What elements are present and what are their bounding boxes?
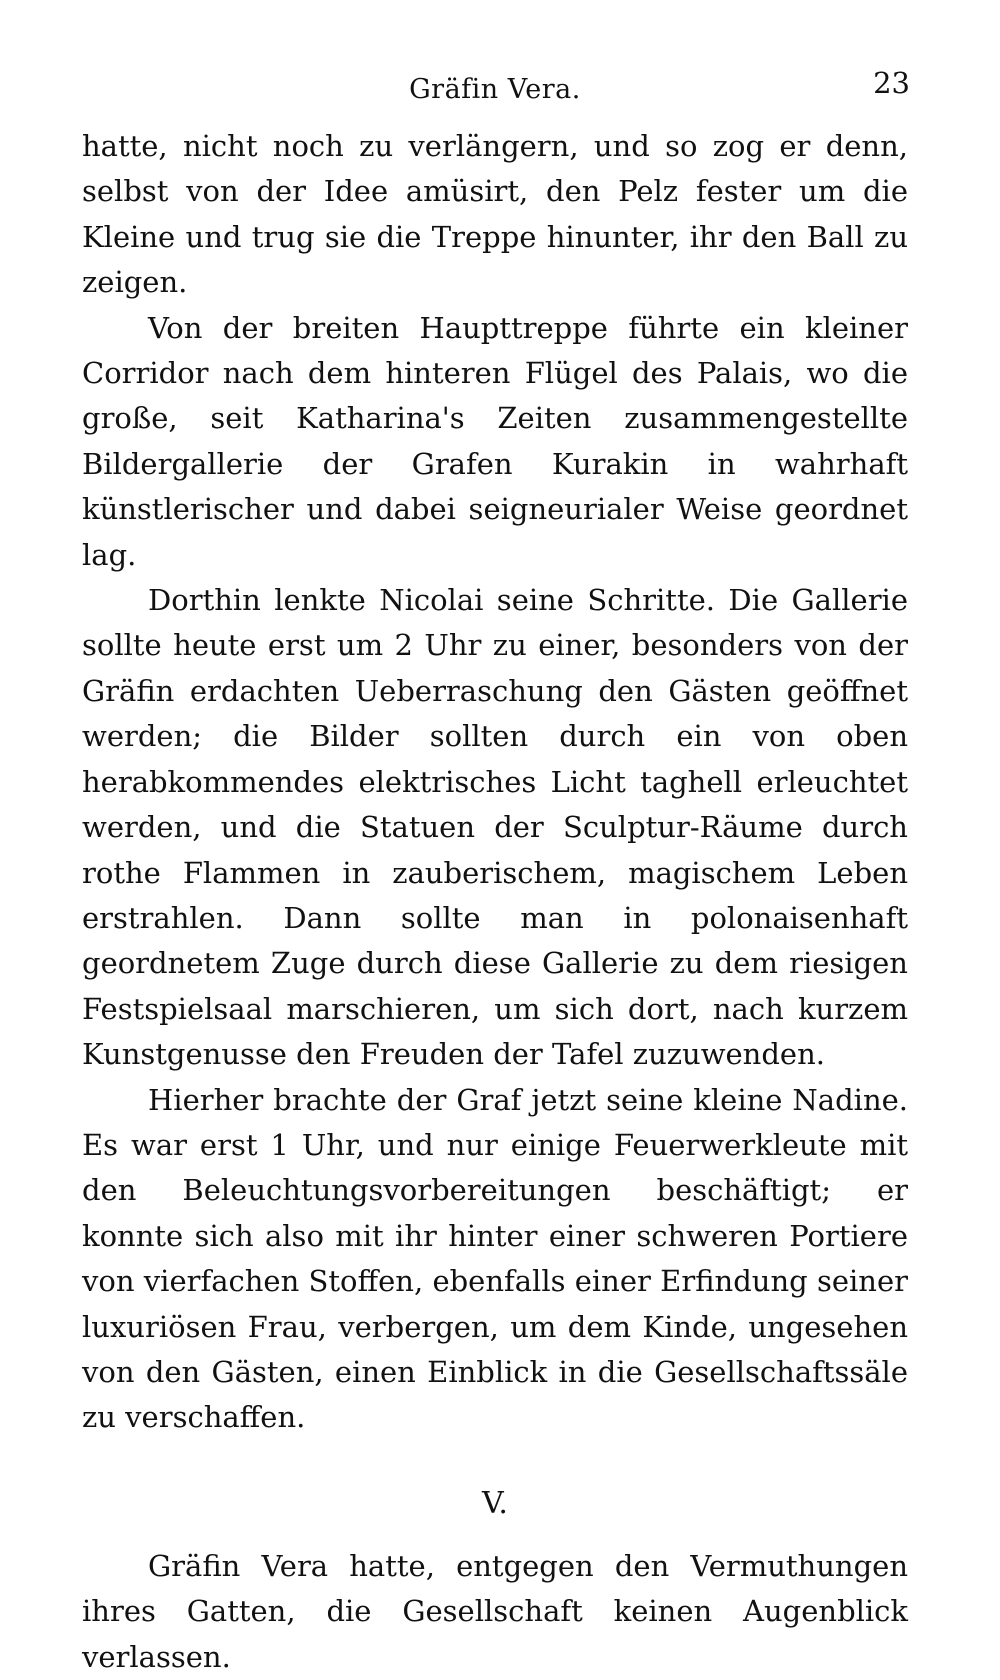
paragraph-4: Hierher brachte der Graf jetzt seine kleine Nadine. Es war erst 1 Uhr, und nur einige Feuerwerkleute mit den Beleuchtungsvorbereitungen beschäftigt; er konnte sich also mit ihr hinter einer schweren Portiere von vierfachen Stoffen, ebenfalls einer Erfindung seiner luxuriösen Frau, verbergen, um dem Kinde, ungesehen von den Gästen, einen Einblick in die Gesellschaftssäle zu verschaffen. bbox=[82, 1082, 908, 1435]
body-text bbox=[82, 124, 908, 1680]
running-head bbox=[82, 62, 908, 124]
paragraph-3: Dorthin lenkte Nicolai seine Schritte. Die Gallerie sollte heute erst um 2 Uhr zu einer, besonders von der Gräfin erdachten Ueberraschung den Gästen geöffnet werden; die Bilder sollten durch ein von oben herabkommendes elektrisches Licht taghell erleuchtet werden, und die Statuen der Sculptur-Räume durch rothe Flammen in zauberischem, magischem Leben erstrahlen. Dann sollte man in polonaisenhaft geordnetem Zuge durch diese Gallerie zu dem riesigen Festspielsaal marschieren, um sich dort, nach kurzem Kunstgenusse den Freuden der Tafel zuzuwenden. bbox=[82, 583, 908, 1072]
running-title: Gräfin Vera. bbox=[409, 74, 581, 105]
page-number: 23 bbox=[873, 66, 910, 100]
paragraph-2: Von der breiten Haupttreppe führte ein kleiner Corridor nach dem hinteren Flügel des Palais, wo die große, seit Katharina's Zeiten zusammengestellte Bildergallerie der Grafen Kurakin in wahrhaft künstlerischer und dabei seigneurialer Weise geordnet lag. bbox=[82, 310, 908, 572]
paragraph-1: hatte, nicht noch zu verlängern, und so zog er denn, selbst von der Idee amüsirt, den Pelz fester um die Kleine und trug sie die Treppe hinunter, ihr den Ball zu zeigen. bbox=[82, 129, 908, 300]
chapter-paragraph-1: Gräfin Vera hatte, entgegen den Vermuthungen ihres Gatten, die Gesellschaft keinen Augenblick verlassen. bbox=[82, 1548, 908, 1674]
chapter-heading: V. bbox=[482, 1485, 508, 1521]
